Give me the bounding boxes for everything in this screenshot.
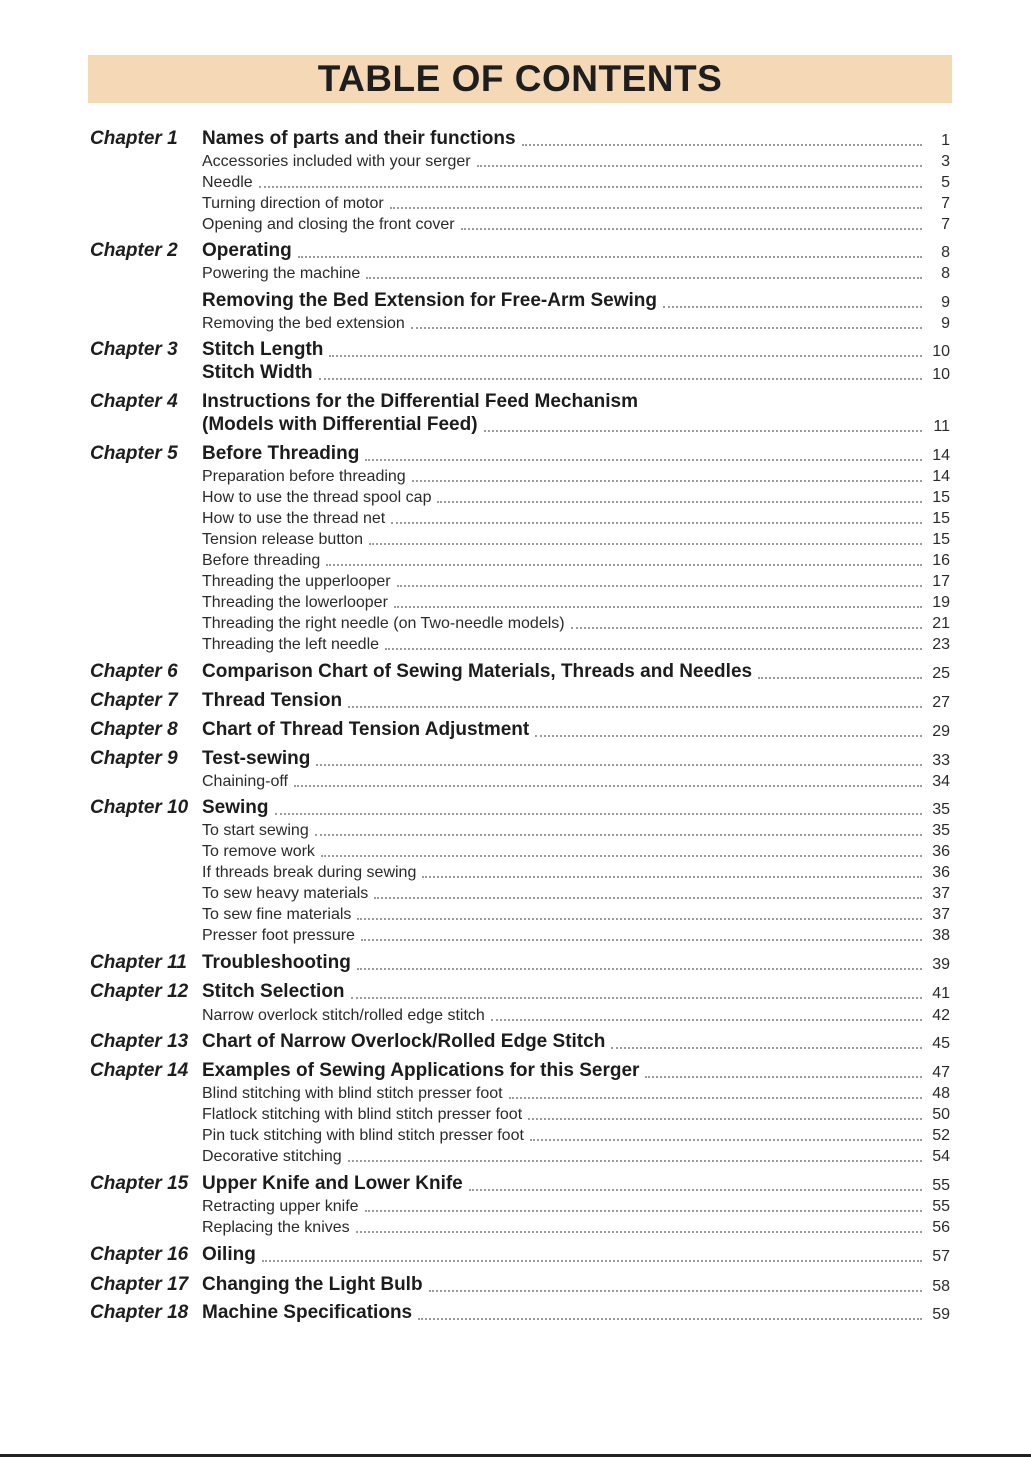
page-number: 47: [932, 1064, 950, 1081]
dot-leader: [397, 585, 922, 587]
chapter-label: Chapter 15: [90, 1173, 189, 1194]
dot-leader: [361, 939, 922, 941]
subsection-title: Preparation before threading: [202, 468, 406, 485]
dot-leader: [262, 1260, 922, 1262]
page-number: 59: [932, 1306, 950, 1323]
toc-entry: [202, 510, 950, 528]
section-title: Thread Tension: [202, 690, 343, 711]
page-number: 48: [932, 1085, 950, 1102]
dot-leader: [348, 706, 922, 708]
page-number: 25: [932, 665, 950, 682]
section-title: Oiling: [202, 1244, 256, 1265]
toc-entry: [202, 489, 950, 507]
toc-entry: [202, 240, 950, 262]
subsection-title: Turning direction of motor: [202, 195, 384, 212]
toc-row: [88, 240, 950, 262]
subsection-title: How to use the thread net: [202, 510, 386, 527]
toc-row: [88, 339, 950, 361]
page-number: 39: [932, 956, 950, 973]
page-number: 19: [932, 594, 950, 611]
chapter-label: Chapter 13: [90, 1031, 189, 1052]
toc-row: [88, 1144, 950, 1166]
dot-leader: [412, 480, 922, 482]
dot-leader: [394, 606, 922, 608]
chapter-label: Chapter 4: [90, 391, 178, 412]
page-number: 15: [932, 531, 950, 548]
toc-row: [88, 1081, 950, 1103]
toc-row: [88, 362, 950, 384]
page-number: 54: [932, 1148, 950, 1165]
toc-row: [88, 611, 950, 633]
dot-leader: [315, 834, 922, 836]
page-number: 34: [932, 773, 950, 790]
toc-row: [88, 464, 950, 486]
toc-row: [88, 952, 950, 974]
dot-leader: [528, 1118, 922, 1120]
subsection-title: Replacing the knives: [202, 1219, 350, 1236]
dot-leader: [418, 1318, 922, 1320]
toc-row: [88, 191, 950, 213]
toc-entry: [202, 719, 950, 741]
page-number: 5: [941, 174, 950, 191]
chapter-label: Chapter 18: [90, 1302, 189, 1323]
page-number: 35: [932, 801, 950, 818]
toc-row: [88, 839, 950, 861]
subsection-title: Needle: [202, 174, 253, 191]
toc-row: [88, 170, 950, 192]
page-number: 14: [932, 447, 950, 464]
toc-entry: [202, 216, 950, 234]
toc-row: [88, 1102, 950, 1124]
page-number: 8: [941, 244, 950, 261]
toc-entry: [202, 885, 950, 903]
page-number: 14: [932, 468, 950, 485]
page-number: 37: [932, 906, 950, 923]
toc-entry: [202, 1219, 950, 1237]
chapter-label: Chapter 9: [90, 748, 178, 769]
toc-row: [88, 818, 950, 840]
toc-row: [88, 769, 950, 791]
toc-entry: [202, 1173, 950, 1195]
toc-row: [88, 661, 950, 683]
chapter-label: Chapter 1: [90, 128, 178, 149]
subsection-title: To remove work: [202, 843, 315, 860]
dot-leader: [611, 1047, 922, 1049]
dot-leader: [758, 677, 922, 679]
toc-row: [88, 149, 950, 171]
dot-leader: [316, 764, 922, 766]
section-title: Chart of Narrow Overlock/Rolled Edge Stitch: [202, 1031, 606, 1052]
toc-row: [88, 443, 950, 465]
toc-row: [88, 902, 950, 924]
dot-leader: [374, 897, 922, 899]
toc-entry: [202, 468, 950, 486]
toc-entry: [202, 906, 950, 924]
subsection-title: Powering the machine: [202, 265, 361, 282]
subsection-title: Threading the upperlooper: [202, 573, 391, 590]
subsection-title: Flatlock stitching with blind stitch presser foot: [202, 1106, 523, 1123]
toc-row: [88, 569, 950, 591]
toc-row: [88, 923, 950, 945]
toc-row: [88, 391, 950, 413]
page-number: 16: [932, 552, 950, 569]
section-title: Chart of Thread Tension Adjustment: [202, 719, 530, 740]
toc-row: [88, 632, 950, 654]
toc-row: [88, 212, 950, 234]
toc-row: [88, 527, 950, 549]
dot-leader: [319, 378, 922, 380]
dot-leader: [357, 918, 922, 920]
page-number: 7: [941, 195, 950, 212]
toc-row: [88, 414, 950, 436]
page-title: TABLE OF CONTENTS: [317, 58, 723, 99]
dot-leader: [437, 501, 922, 503]
section-title: Changing the Light Bulb: [202, 1274, 423, 1295]
toc-entry: [202, 339, 950, 361]
dot-leader: [477, 165, 922, 167]
toc-row: [88, 590, 950, 612]
dot-leader: [294, 785, 922, 787]
dot-leader: [356, 1231, 922, 1233]
toc-entry: [202, 315, 950, 333]
page-number: 7: [941, 216, 950, 233]
subsection-title: To sew heavy materials: [202, 885, 369, 902]
toc-row: [88, 311, 950, 333]
chapter-label: Chapter 2: [90, 240, 178, 261]
dot-leader: [535, 735, 922, 737]
page-number: 8: [941, 265, 950, 282]
toc-entry: [202, 797, 950, 819]
dot-leader: [522, 144, 922, 146]
subsection-title: Retracting upper knife: [202, 1198, 359, 1215]
page-number: 10: [932, 366, 950, 383]
section-title: Stitch Length: [202, 339, 324, 360]
toc-entry: [202, 1060, 950, 1082]
toc-entry: [202, 195, 950, 213]
toc-row: [88, 1060, 950, 1082]
chapter-label: Chapter 11: [90, 952, 187, 973]
toc-row: [88, 797, 950, 819]
page-number: 29: [932, 723, 950, 740]
page-number: 57: [932, 1248, 950, 1265]
page-number: 35: [932, 822, 950, 839]
toc-entry: [202, 981, 950, 1003]
toc-row: [88, 485, 950, 507]
dot-leader: [351, 997, 922, 999]
subsection-title: Blind stitching with blind stitch presser foot: [202, 1085, 503, 1102]
page-number: 33: [932, 752, 950, 769]
section-title: Sewing: [202, 797, 269, 818]
section-title: Operating: [202, 240, 292, 261]
toc-entry: [202, 1007, 950, 1025]
subsection-title: Opening and closing the front cover: [202, 216, 455, 233]
chapter-label: Chapter 7: [90, 690, 178, 711]
dot-leader: [469, 1189, 922, 1191]
section-title: Troubleshooting: [202, 952, 351, 973]
toc-row: [88, 506, 950, 528]
subsection-title: Threading the lowerlooper: [202, 594, 388, 611]
chapter-label: Chapter 14: [90, 1060, 189, 1081]
subsection-title: Presser foot pressure: [202, 927, 355, 944]
toc-entry: [202, 1085, 950, 1103]
page-number: 3: [941, 153, 950, 170]
toc-row: [88, 881, 950, 903]
dot-leader: [484, 430, 922, 432]
toc-entry: [202, 531, 950, 549]
page-number: 9: [941, 315, 950, 332]
page-number: 9: [941, 294, 950, 311]
page-number: 10: [932, 343, 950, 360]
page-number: 55: [932, 1198, 950, 1215]
dot-leader: [645, 1076, 922, 1078]
dot-leader: [298, 256, 922, 258]
toc-row: [88, 548, 950, 570]
section-title: Upper Knife and Lower Knife: [202, 1173, 463, 1194]
toc-entry: [202, 843, 950, 861]
toc-row: [88, 719, 950, 741]
dot-leader: [275, 813, 922, 815]
subsection-title: To start sewing: [202, 822, 309, 839]
page-number: 56: [932, 1219, 950, 1236]
page-number: 55: [932, 1177, 950, 1194]
subsection-title: Threading the right needle (on Two-needle models): [202, 615, 565, 632]
toc-row: [88, 128, 950, 150]
title-banner: [88, 55, 952, 103]
toc-row: [88, 1194, 950, 1216]
toc-entry: [202, 773, 950, 791]
section-title: (Models with Differential Feed): [202, 414, 478, 435]
dot-leader: [365, 459, 922, 461]
page-number: 50: [932, 1106, 950, 1123]
dot-leader: [369, 543, 922, 545]
toc-entry: [202, 174, 950, 192]
chapter-label: Chapter 12: [90, 981, 189, 1002]
toc-entry: [202, 1148, 950, 1166]
toc-row: [88, 261, 950, 283]
section-title: Removing the Bed Extension for Free-Arm Sewing: [202, 290, 658, 311]
section-title: Test-sewing: [202, 748, 311, 769]
page-number: 38: [932, 927, 950, 944]
page-number: 45: [932, 1035, 950, 1052]
chapter-label: Chapter 10: [90, 797, 189, 818]
toc-entry: [202, 1302, 950, 1324]
section-title: Stitch Width: [202, 362, 313, 383]
subsection-title: Pin tuck stitching with blind stitch presser foot: [202, 1127, 524, 1144]
subsection-title: Removing the bed extension: [202, 315, 405, 332]
page-number: 27: [932, 694, 950, 711]
toc-entry: [202, 391, 950, 413]
chapter-label: Chapter 6: [90, 661, 178, 682]
dot-leader: [326, 564, 922, 566]
dot-leader: [365, 1210, 922, 1212]
toc-row: [88, 860, 950, 882]
section-title: Before Threading: [202, 443, 360, 464]
toc-entry: [202, 362, 950, 384]
dot-leader: [321, 855, 922, 857]
dot-leader: [366, 277, 922, 279]
page-number: 1: [941, 132, 950, 149]
page-number: 15: [932, 489, 950, 506]
chapter-label: Chapter 17: [90, 1274, 189, 1295]
toc-entry: [202, 1198, 950, 1216]
subsection-title: Before threading: [202, 552, 321, 569]
toc-row: [88, 1274, 950, 1296]
dot-leader: [429, 1290, 922, 1292]
subsection-title: Chaining-off: [202, 773, 288, 790]
toc-entry: [202, 128, 950, 150]
page-number: 11: [933, 418, 950, 435]
page-number: 37: [932, 885, 950, 902]
toc-entry: [202, 414, 950, 436]
dot-leader: [329, 355, 922, 357]
dot-leader: [530, 1139, 922, 1141]
page-number: 42: [932, 1007, 950, 1024]
section-title: Comparison Chart of Sewing Materials, Threads and Needles: [202, 661, 753, 682]
toc-entry: [202, 661, 950, 683]
dot-leader: [571, 627, 922, 629]
dot-leader: [663, 306, 922, 308]
toc-entry: [202, 290, 950, 312]
subsection-title: How to use the thread spool cap: [202, 489, 432, 506]
section-title: Examples of Sewing Applications for this Serger: [202, 1060, 640, 1081]
dot-leader: [259, 186, 922, 188]
page-number: 23: [932, 636, 950, 653]
dot-leader: [390, 207, 922, 209]
toc-row: [88, 690, 950, 712]
toc-entry: [202, 822, 950, 840]
subsection-title: Decorative stitching: [202, 1148, 342, 1165]
section-title: Stitch Selection: [202, 981, 345, 1002]
toc-entry: [202, 1274, 950, 1296]
toc-entry: [202, 690, 950, 712]
chapter-label: Chapter 8: [90, 719, 178, 740]
toc-row: [88, 748, 950, 770]
toc-entry: [202, 748, 950, 770]
page-number: 21: [932, 615, 950, 632]
page-number: 52: [932, 1127, 950, 1144]
page-number: 41: [932, 985, 950, 1002]
dot-leader: [491, 1019, 922, 1021]
toc-row: [88, 1173, 950, 1195]
chapter-label: Chapter 16: [90, 1244, 189, 1265]
dot-leader: [461, 228, 922, 230]
dot-leader: [357, 968, 922, 970]
toc-entry: [202, 952, 950, 974]
subsection-title: Narrow overlock stitch/rolled edge stitch: [202, 1007, 485, 1024]
toc-entry: [202, 153, 950, 171]
toc-entry: [202, 594, 950, 612]
toc-entry: [202, 927, 950, 945]
toc-row: [88, 981, 950, 1003]
page-number: 36: [932, 843, 950, 860]
toc-row: [88, 1244, 950, 1266]
toc-entry: [202, 1244, 950, 1266]
dot-leader: [385, 648, 922, 650]
toc-row: [88, 1031, 950, 1053]
toc-row: [88, 1003, 950, 1025]
toc-row: [88, 290, 950, 312]
dot-leader: [411, 327, 922, 329]
subsection-title: Accessories included with your serger: [202, 153, 471, 170]
page-number: 36: [932, 864, 950, 881]
subsection-title: If threads break during sewing: [202, 864, 417, 881]
page-number: 58: [932, 1278, 950, 1295]
section-title: Instructions for the Differential Feed Mechanism: [202, 391, 639, 412]
toc-entry: [202, 864, 950, 882]
toc-entry: [202, 615, 950, 633]
chapter-label: Chapter 5: [90, 443, 178, 464]
toc-entry: [202, 552, 950, 570]
toc-row: [88, 1123, 950, 1145]
dot-leader: [509, 1097, 922, 1099]
subsection-title: Threading the left needle: [202, 636, 380, 653]
page-number: 15: [932, 510, 950, 527]
dot-leader: [422, 876, 922, 878]
chapter-label: Chapter 3: [90, 339, 178, 360]
subsection-title: Tension release button: [202, 531, 363, 548]
toc-entry: [202, 265, 950, 283]
dot-leader: [348, 1160, 922, 1162]
dot-leader: [391, 522, 922, 524]
subsection-title: To sew fine materials: [202, 906, 352, 923]
toc-entry: [202, 1106, 950, 1124]
toc-entry: [202, 636, 950, 654]
toc-entry: [202, 1127, 950, 1145]
toc-entry: [202, 573, 950, 591]
toc-entry: [202, 443, 950, 465]
toc-row: [88, 1302, 950, 1324]
page-number: 17: [932, 573, 950, 590]
toc-entry: [202, 1031, 950, 1053]
section-title: Names of parts and their functions: [202, 128, 516, 149]
section-title: Machine Specifications: [202, 1302, 413, 1323]
toc-row: [88, 1215, 950, 1237]
